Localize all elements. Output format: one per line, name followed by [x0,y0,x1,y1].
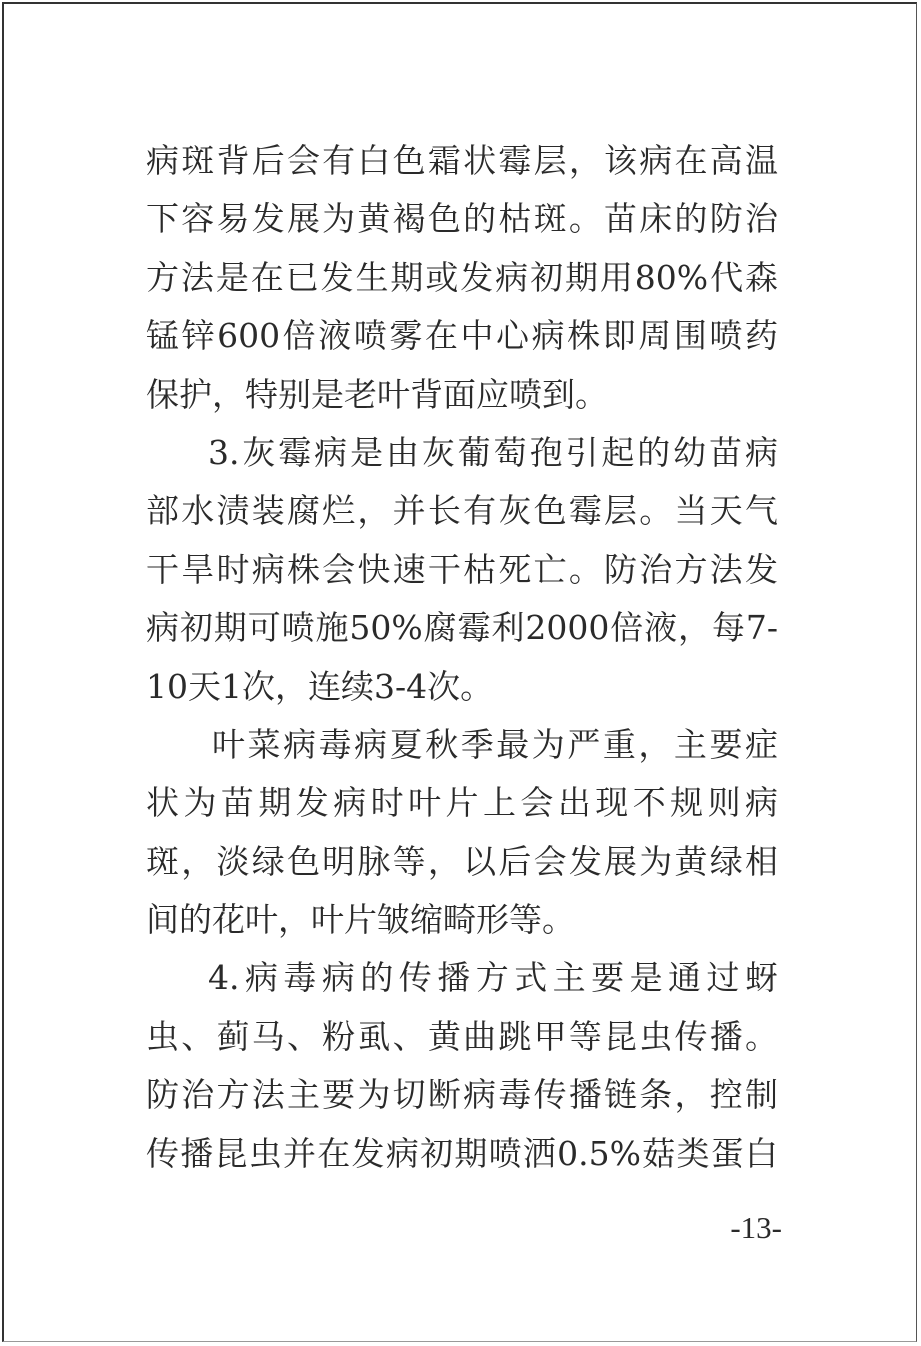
paragraph-start-line: 3.灰霉病是由灰葡萄孢引起的幼苗病 [208,432,778,472]
paragraph-start-line: 4.病毒病的传播方式主要是通过蚜 [208,958,778,998]
paragraph-start-line: 叶菜病毒病夏秋季最为严重，主要症 [212,724,778,764]
text-line: 干旱时病株会快速干枯死亡。防治方法发 [146,549,778,589]
text-line: 部水渍装腐烂，并长有灰色霉层。当天气 [146,491,778,531]
text-line: 状为苗期发病时叶片上会出现不规则病 [146,783,778,823]
text-line: 锰锌600倍液喷雾在中心病株即周围喷药 [146,316,778,356]
text-line: 10天1次，连续3-4次。 [146,666,494,706]
text-line: 保护，特别是老叶背面应喷到。 [146,374,608,414]
body-text [146,132,778,1183]
text-line: 病斑背后会有白色霜状霉层，该病在高温 [146,141,778,180]
text-line: 方法是在已发生期或发病初期用80%代森 [146,257,778,297]
text-line: 防治方法主要为切断病毒传播链条，控制 [146,1075,778,1115]
text-line: 虫、蓟马、粉虱、黄曲跳甲等昆虫传播。 [146,1016,778,1056]
text-line: 下容易发展为黄褐色的枯斑。苗床的防治 [146,199,778,239]
text-line: 间的花叶，叶片皱缩畸形等。 [146,900,575,940]
text-line: 斑，淡绿色明脉等，以后会发展为黄绿相 [146,841,778,881]
text-line: 病初期可喷施50%腐霉利2000倍液，每7- [146,608,778,648]
page-number: -13- [730,1210,782,1245]
text-line: 传播昆虫并在发病初期喷洒0.5%菇类蛋白 [146,1133,778,1173]
